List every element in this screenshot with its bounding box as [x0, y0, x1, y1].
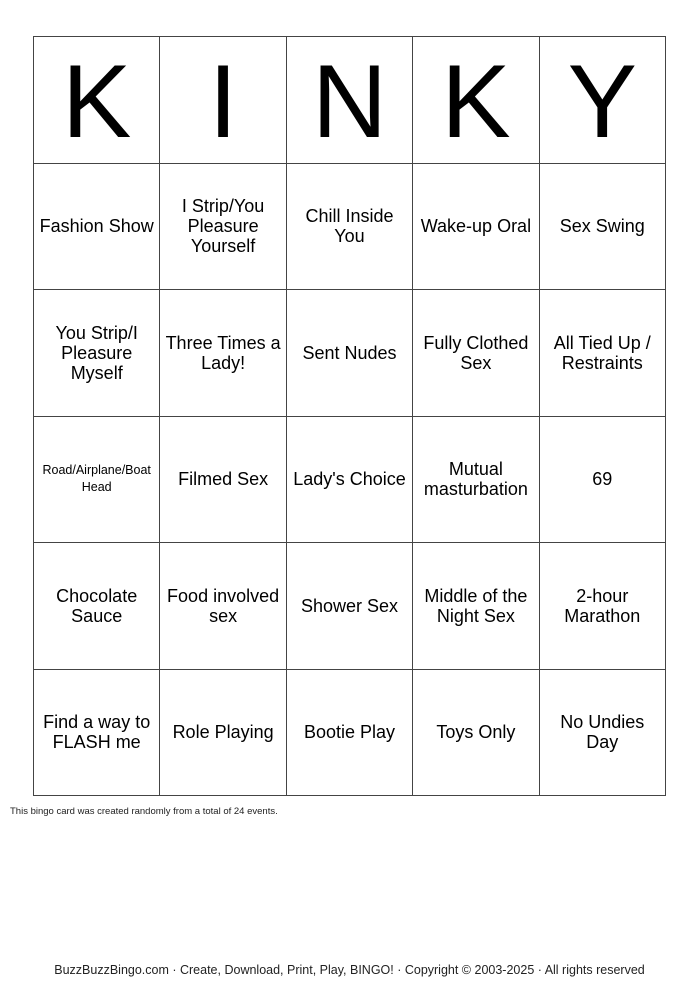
- bingo-square: Middle of the Night Sex: [413, 543, 539, 670]
- bingo-square: Mutual masturbation: [413, 417, 539, 544]
- bingo-square: Three Times a Lady!: [160, 290, 286, 417]
- bingo-square: Lady's Choice: [287, 417, 413, 544]
- bingo-square: Fully Clothed Sex: [413, 290, 539, 417]
- bingo-square: Find a way to FLASH me: [34, 670, 160, 797]
- bingo-square: Fashion Show: [34, 164, 160, 291]
- page-footer: BuzzBuzzBingo.com · Create, Download, Print, Play, BINGO! · Copyright © 2003-2025 · All rights reserved: [54, 963, 645, 977]
- header-letter: I: [160, 37, 286, 164]
- bingo-square: 69: [540, 417, 666, 544]
- bingo-card: [33, 36, 666, 796]
- card-note: This bingo card was created randomly from a total of 24 events.: [10, 806, 278, 817]
- bingo-square: Sent Nudes: [287, 290, 413, 417]
- bingo-square: Bootie Play: [287, 670, 413, 797]
- bingo-square: Sex Swing: [540, 164, 666, 291]
- bingo-square: Role Playing: [160, 670, 286, 797]
- header-letter: K: [413, 37, 539, 164]
- header-letter: N: [287, 37, 413, 164]
- bingo-square: Filmed Sex: [160, 417, 286, 544]
- bingo-square: Food involved sex: [160, 543, 286, 670]
- bingo-square: Shower Sex: [287, 543, 413, 670]
- bingo-square: Road/Airplane/Boat Head: [34, 417, 160, 544]
- header-letter: Y: [540, 37, 666, 164]
- bingo-square: No Undies Day: [540, 670, 666, 797]
- bingo-square: I Strip/You Pleasure Yourself: [160, 164, 286, 291]
- bingo-square: You Strip/I Pleasure Myself: [34, 290, 160, 417]
- bingo-square: 2-hour Marathon: [540, 543, 666, 670]
- bingo-square: Chocolate Sauce: [34, 543, 160, 670]
- bingo-square: All Tied Up / Restraints: [540, 290, 666, 417]
- bingo-square: Toys Only: [413, 670, 539, 797]
- header-letter: K: [34, 37, 160, 164]
- bingo-square: Chill Inside You: [287, 164, 413, 291]
- bingo-square: Wake-up Oral: [413, 164, 539, 291]
